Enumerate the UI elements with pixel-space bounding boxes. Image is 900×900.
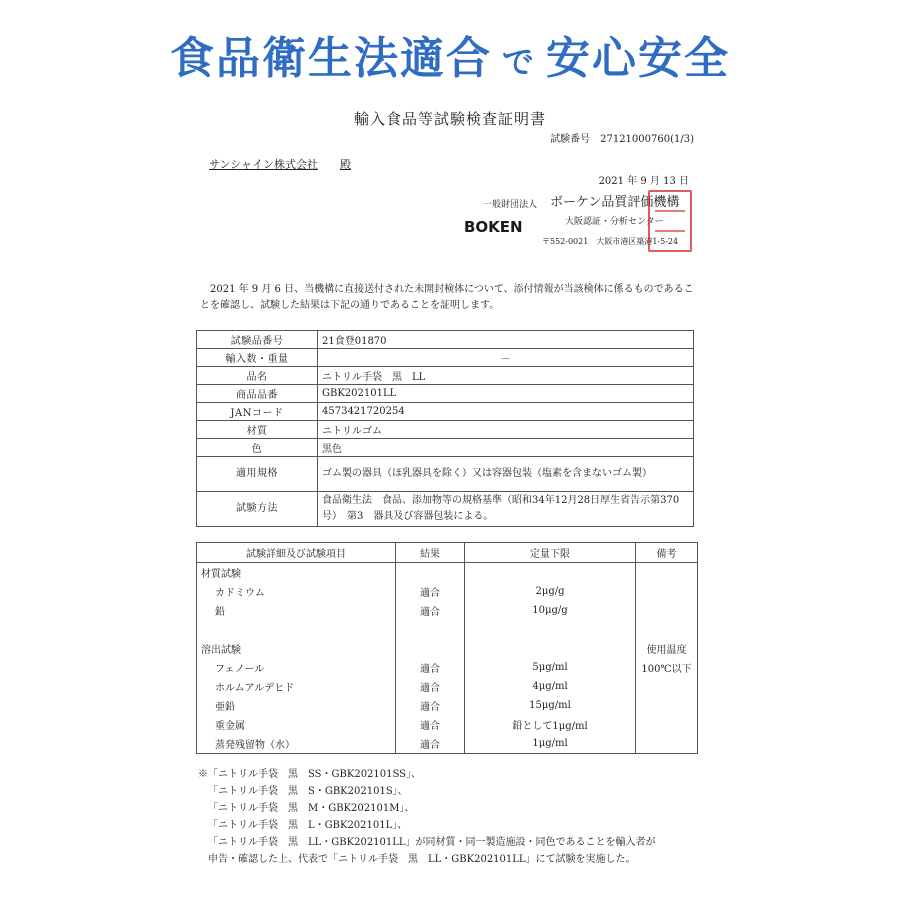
info-label: 商品品番: [197, 385, 318, 403]
info-value: 21食登01870: [318, 331, 694, 349]
result-item: 材質試験: [197, 563, 396, 583]
info-value: ニトリルゴム: [318, 421, 694, 439]
table-row: [197, 696, 698, 715]
result-value: 適合: [396, 582, 465, 601]
table-row: [197, 639, 698, 658]
footnote-line: 申告・確認した上、代表で「ニトリル手袋 黒 LL・GBK202101LL」にて試験を実施した。: [208, 854, 636, 865]
result-remark: [636, 620, 698, 639]
issuer-block: [464, 188, 700, 260]
header-remark: 備考: [636, 543, 698, 563]
table-row: [197, 715, 698, 734]
test-number: 試験番号 27121000760(1/3): [550, 134, 694, 145]
banner-left-text: 食品衛生法適合: [169, 33, 492, 84]
table-row: [197, 349, 694, 367]
result-limit: [465, 620, 636, 639]
footnotes: [198, 766, 656, 868]
result-remark: [636, 734, 698, 754]
header-limit: 定量下限: [465, 543, 636, 563]
info-value: 黒色: [318, 439, 694, 457]
test-results-table: [196, 542, 698, 754]
result-item: 亜鉛: [197, 696, 396, 715]
footnote-line: 「ニトリル手袋 黒 L・GBK202101L」、: [208, 820, 408, 831]
info-label: 試験品番号: [197, 331, 318, 349]
info-label: 品名: [197, 367, 318, 385]
result-item: フェノール: [197, 658, 396, 677]
result-limit: 15μg/ml: [465, 696, 636, 715]
header-result: 結果: [396, 543, 465, 563]
result-remark: [636, 696, 698, 715]
result-remark: [636, 715, 698, 734]
table-row: [197, 492, 694, 527]
addressee-name: サンシャイン株式会社: [209, 158, 318, 171]
boken-logo: BOKEN: [464, 218, 523, 236]
table-row: [197, 439, 694, 457]
result-limit: 4μg/ml: [465, 677, 636, 696]
info-label: 試験方法: [197, 492, 318, 527]
result-limit: [465, 563, 636, 583]
footnote-line: ※「ニトリル手袋 黒 SS・GBK202101SS」、: [198, 769, 422, 780]
info-value: 食品衛生法 食品、添加物等の規格基準（昭和34年12月28日厚生省告示第370号） 第3 器具及び容器包装による。: [318, 492, 694, 527]
issue-date: 2021 年 9 月 13 日: [598, 176, 689, 187]
result-value: 適合: [396, 734, 465, 754]
result-limit: [465, 639, 636, 658]
result-item: カドミウム: [197, 582, 396, 601]
info-label: 材質: [197, 421, 318, 439]
table-row: [197, 620, 698, 639]
table-row: [197, 658, 698, 677]
result-remark: [636, 677, 698, 696]
table-row: [197, 385, 694, 403]
issuer-address: 〒552-0021 大阪市港区築港1-5-24: [542, 237, 679, 246]
table-row: [197, 331, 694, 349]
result-value: 適合: [396, 715, 465, 734]
table-row: [197, 421, 694, 439]
result-item: 重金属: [197, 715, 396, 734]
result-item: ホルムアルデヒド: [197, 677, 396, 696]
info-label: 適用規格: [197, 457, 318, 492]
result-limit: 2μg/g: [465, 582, 636, 601]
footnote-line: 「ニトリル手袋 黒 M・GBK202101M」、: [208, 803, 415, 814]
issuer-office: 大阪認証・分析センター: [565, 217, 664, 227]
table-row: [197, 734, 698, 754]
footnote-line: 「ニトリル手袋 黒 S・GBK202101S」、: [208, 786, 408, 797]
result-limit: 鉛として1μg/ml: [465, 715, 636, 734]
result-remark: 100℃以下: [636, 658, 698, 677]
info-value: GBK202101LL: [318, 385, 694, 403]
result-item: 溶出試験: [197, 639, 396, 658]
result-limit: 1μg/ml: [465, 734, 636, 754]
issuer-name: ボーケン品質評価機構: [550, 195, 680, 210]
table-row: [197, 403, 694, 421]
result-value: 適合: [396, 601, 465, 620]
result-remark: 使用温度: [636, 639, 698, 658]
promo-banner: [0, 22, 900, 86]
info-label: 色: [197, 439, 318, 457]
result-value: 適合: [396, 696, 465, 715]
result-remark: [636, 601, 698, 620]
document-title: 輸入食品等試験検査証明書: [353, 110, 546, 128]
addressee: [209, 156, 351, 172]
info-value: 4573421720254: [318, 403, 694, 421]
result-item: [197, 620, 396, 639]
issuer-prefix: 一般財団法人: [483, 200, 538, 210]
table-row: [197, 601, 698, 620]
result-item: 鉛: [197, 601, 396, 620]
header-item: 試験詳細及び試験項目: [197, 543, 396, 563]
result-value: [396, 639, 465, 658]
result-value: 適合: [396, 658, 465, 677]
table-row: [197, 457, 694, 492]
official-seal-stamp: [648, 190, 692, 252]
result-value: [396, 563, 465, 583]
table-row: [197, 677, 698, 696]
intro-paragraph: 2021 年 9 月 6 日、当機構に直接送付された未開封検体について、添付情報が当該検体に係るものであることを確認し、試験した結果は下記の通りであることを証明します。: [200, 284, 694, 311]
result-limit: 10μg/g: [465, 601, 636, 620]
result-remark: [636, 582, 698, 601]
info-value: ゴム製の器具（ほ乳器具を除く）又は容器包装（塩素を含まないゴム製）: [318, 457, 694, 492]
result-value: 適合: [396, 677, 465, 696]
table-row: [197, 582, 698, 601]
info-value: －: [318, 349, 694, 367]
sample-info-table: [196, 330, 694, 527]
result-item: 蒸発残留物（水）: [197, 734, 396, 754]
footnote-line: 「ニトリル手袋 黒 LL・GBK202101LL」が同材質・同一製造施設・同色であることを輸入者が: [208, 837, 656, 848]
banner-right-text: 安心安全: [546, 33, 730, 84]
info-value: ニトリル手袋 黒 LL: [318, 367, 694, 385]
table-row: [197, 367, 694, 385]
results-header-row: [197, 543, 698, 563]
result-remark: [636, 563, 698, 583]
table-row: [197, 563, 698, 583]
result-value: [396, 620, 465, 639]
addressee-honorific: 殿: [339, 158, 351, 171]
result-limit: 5μg/ml: [465, 658, 636, 677]
banner-mid-text: で: [501, 43, 536, 81]
info-label: 輸入数・重量: [197, 349, 318, 367]
info-label: JANコード: [197, 403, 318, 421]
